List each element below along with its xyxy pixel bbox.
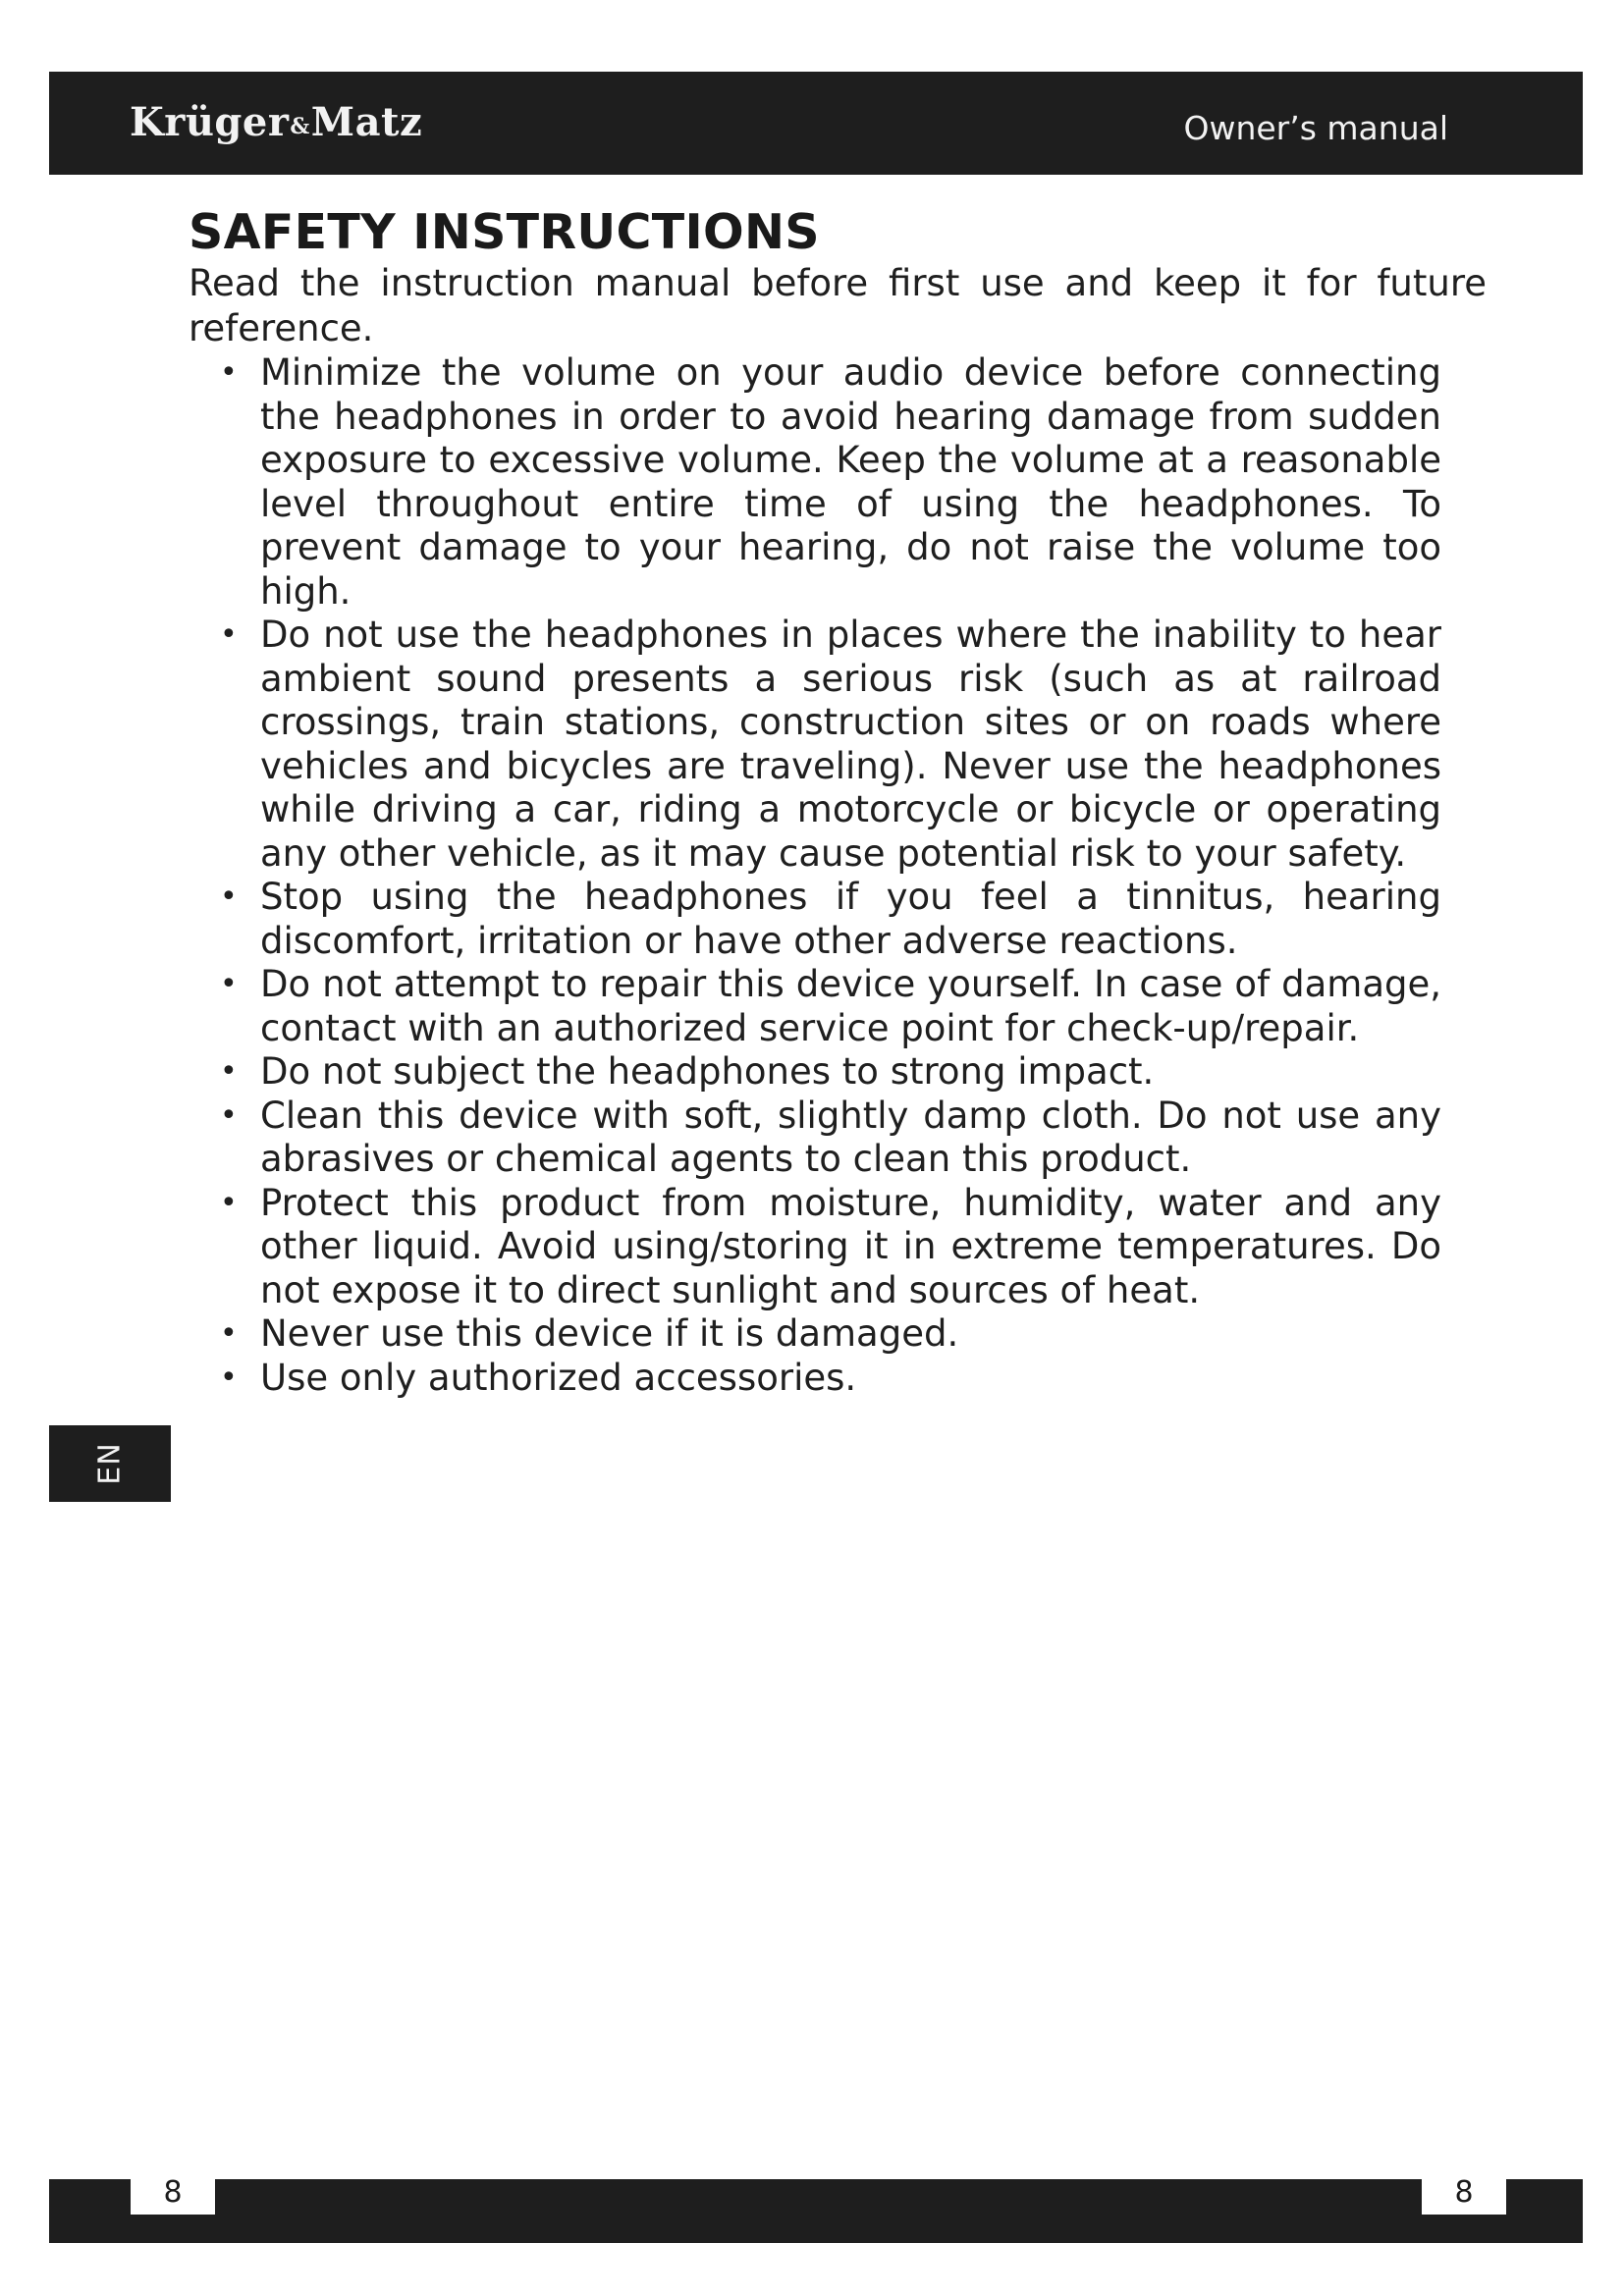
bullet-dot: • — [220, 1054, 238, 1089]
page-title: SAFETY INSTRUCTIONS — [189, 204, 820, 260]
bullet-dot: • — [220, 880, 238, 914]
manual-label: Owner’s manual — [1183, 109, 1448, 147]
list-item-text: Stop using the headphones if you feel a tinnitus, hearing discomfort, irritation or have other adverse reactions. — [260, 876, 1441, 962]
list-item — [189, 1182, 1441, 1313]
list-item — [189, 614, 1441, 876]
brand-logo — [130, 99, 422, 145]
language-tab — [49, 1425, 171, 1502]
bullet-dot: • — [220, 967, 238, 1001]
header-bar — [49, 72, 1583, 175]
list-item — [189, 1312, 1441, 1357]
footer-bar — [49, 2179, 1583, 2243]
list-item — [189, 1050, 1441, 1095]
language-label: EN — [92, 1442, 128, 1485]
safety-list — [189, 351, 1441, 1400]
list-item — [189, 1357, 1441, 1401]
list-item-text: Do not subject the headphones to strong impact. — [260, 1050, 1155, 1093]
list-item — [189, 351, 1441, 614]
list-item-text: Do not use the headphones in places where the inability to hear ambient sound presents a serious risk (such as at railroad crossings, train stations, construction sites or on roads where vehicles and bicycles are traveling). Never use the headphones while driving a car, riding a motorcycle or bicycle or operating any other vehicle, as it may cause potential risk to your safety. — [260, 614, 1441, 875]
brand-logo-part2: Matz — [310, 99, 423, 145]
list-item-text: Minimize the volume on your audio device before connecting the headphones in order to avoid hearing damage from sudden exposure to excessive volume. Keep the volume at a reasonable level throughout entire time of using the headphones. To prevent damage to your hearing, do not raise the volume too high. — [260, 351, 1441, 613]
page-number-right: 8 — [1422, 2171, 1506, 2215]
bullet-dot: • — [220, 1097, 238, 1133]
list-item-text: Clean this device with soft, slightly damp cloth. Do not use any abrasives or chemical agents to clean this product. — [260, 1094, 1441, 1180]
list-item — [189, 876, 1441, 963]
list-item — [189, 963, 1441, 1050]
bullet-dot: • — [220, 1185, 238, 1220]
main-content — [189, 204, 1487, 1400]
page-number-left: 8 — [131, 2171, 215, 2215]
bullet-dot: • — [220, 1316, 238, 1351]
brand-logo-part1: Krüger — [130, 99, 290, 145]
bullet-dot: • — [220, 617, 238, 652]
list-item-text: Protect this product from moisture, humidity, water and any other liquid. Avoid using/storing it in extreme temperatures. Do not expose it to direct sunlight and sources of heat. — [260, 1181, 1441, 1311]
bullet-dot: • — [220, 1360, 238, 1395]
list-item-text: Use only authorized accessories. — [260, 1356, 857, 1399]
list-item — [189, 1095, 1441, 1182]
brand-logo-ampersand: & — [290, 114, 310, 139]
intro-paragraph: Read the instruction manual before first use and keep it for future reference. — [189, 262, 1487, 349]
list-item-text: Do not attempt to repair this device yourself. In case of damage, contact with an authorized service point for check-up/repair. — [260, 963, 1441, 1049]
list-item-text: Never use this device if it is damaged. — [260, 1312, 959, 1355]
bullet-dot: • — [220, 355, 238, 390]
